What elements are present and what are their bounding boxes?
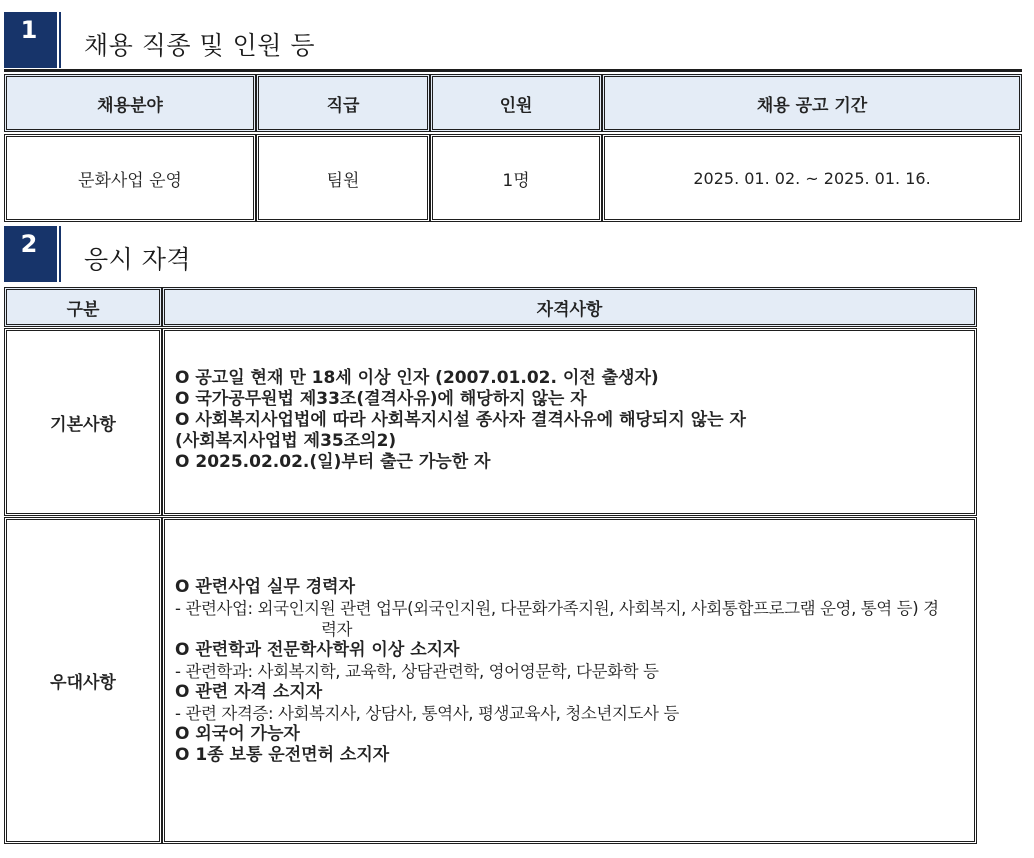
list-item: O 관련사업 실무 경력자	[175, 577, 356, 597]
row-label-basic: 기본사항	[4, 328, 162, 516]
table-cell: 문화사업 운영	[4, 134, 256, 222]
list-item: O 사회복지사업법에 따라 사회복지시설 종사자 결격사유에 해당되지 않는 자	[175, 409, 746, 430]
table-header-cell: 채용 공고 기간	[602, 74, 1022, 132]
table-header-cell: 채용분야	[4, 74, 256, 132]
list-item: O 2025.02.02.(일)부터 출근 가능한 자	[175, 451, 491, 472]
list-item: O 관련 자격 소지자	[175, 682, 323, 702]
section-number: 1	[4, 12, 57, 68]
table-header-cell: 구분	[4, 287, 162, 327]
section-title: 응시 자격	[84, 245, 192, 274]
section-1-header	[4, 12, 1022, 68]
section-title: 채용 직종 및 인원 등	[84, 31, 315, 60]
row-label-preferred: 우대사항	[4, 517, 162, 844]
section-number: 2	[4, 226, 57, 282]
table-header-cell: 직급	[256, 74, 430, 132]
list-item: (사회복지사업법 제35조의2)	[175, 430, 397, 451]
basic-qualifications	[162, 328, 977, 516]
table-header-cell: 자격사항	[162, 287, 977, 327]
list-item-detail: 력자	[321, 620, 353, 639]
list-item: O 외국어 가능자	[175, 724, 300, 744]
list-item: O 국가공무원법 제33조(결격사유)에 해당하지 않는 자	[175, 388, 587, 409]
list-item: O 관련학과 전문학사학위 이상 소지자	[175, 640, 460, 660]
table-cell: 팀원	[256, 134, 430, 222]
list-item: O 1종 보통 운전면허 소지자	[175, 745, 390, 765]
list-item-detail: - 관련 자격증: 사회복지사, 상담사, 통역사, 평생교육사, 청소년지도사 등	[175, 704, 679, 723]
section-2-header	[4, 226, 1022, 282]
table-header-cell: 인원	[430, 74, 602, 132]
list-item-detail: - 관련학과: 사회복지학, 교육학, 상담관련학, 영어영문학, 다문화학 등	[175, 662, 659, 681]
table-cell: 2025. 01. 02. ~ 2025. 01. 16.	[602, 134, 1022, 222]
divider	[4, 69, 1022, 72]
list-item: O 공고일 현재 만 18세 이상 인자 (2007.01.02. 이전 출생자)	[175, 367, 659, 388]
table-cell: 1명	[430, 134, 602, 222]
preferred-qualifications	[162, 517, 977, 844]
list-item-detail: - 관련사업: 외국인지원 관련 업무(외국인지원, 다문화가족지원, 사회복지, 사회통합프로그램 운영, 통역 등) 경	[175, 599, 939, 618]
